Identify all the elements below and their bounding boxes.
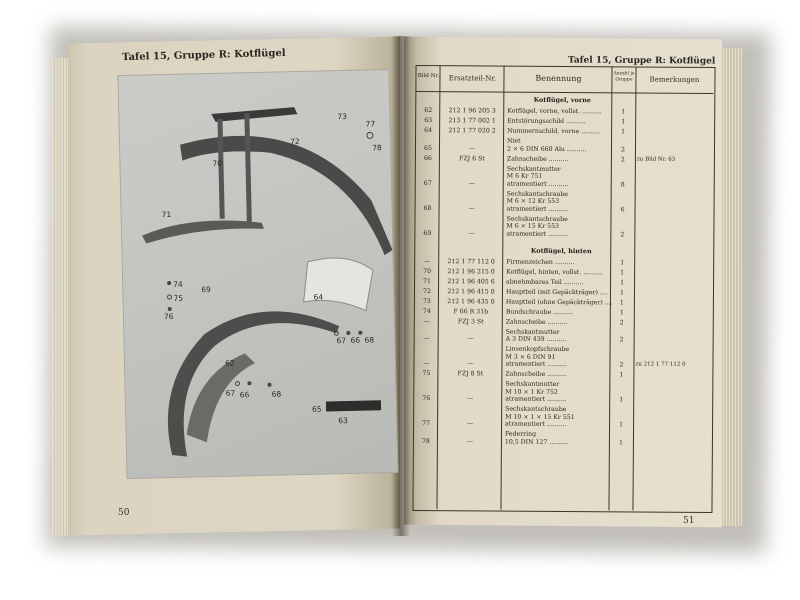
fender-strut-2 <box>244 113 251 223</box>
section-heading: Kotflügel, hinten <box>530 246 592 255</box>
cell-description: Sechskantmutter M 6 Kr 751 atramentiert .......... <box>506 165 569 188</box>
part-67-lower <box>235 381 239 385</box>
luggage-rack <box>211 107 297 122</box>
cell-quantity: 1 <box>619 308 624 316</box>
fender-strut <box>217 119 224 219</box>
cell-quantity: 1 <box>619 396 624 404</box>
cell-figure-number: 74 <box>422 307 431 315</box>
cell-description: abnehmbares Teil .......... <box>506 278 584 286</box>
cell-figure-number: 67 <box>423 179 432 187</box>
cell-description: Firmenzeichen .......... <box>506 258 575 266</box>
cell-figure-number: 68 <box>423 204 432 212</box>
number-plate <box>303 257 374 312</box>
cell-figure-number: 72 <box>423 287 431 295</box>
cell-part-number: FZJ 3 St <box>457 317 484 325</box>
cell-quantity: 6 <box>620 205 625 213</box>
cell-remarks: zu 212 1 77 112 0 <box>635 361 686 368</box>
part-75 <box>167 295 171 299</box>
cell-part-number: 212 1 96 405 6 <box>447 277 495 286</box>
cell-quantity: 2 <box>619 361 624 369</box>
fig-label-72: 72 <box>289 137 300 147</box>
right-page-number: 51 <box>683 516 695 526</box>
right-page-header: Tafel 15, Gruppe R: Kotflügel <box>567 55 716 67</box>
fig-label-77: 77 <box>365 119 376 129</box>
front-fender-main <box>180 132 393 259</box>
fig-label-66-lower: 66 <box>239 390 250 400</box>
col-header-name: Benennung <box>535 73 582 84</box>
cell-figure-number: 63 <box>424 117 433 125</box>
cell-quantity: 1 <box>620 278 625 286</box>
cell-remarks: zu Bild Nr. 63 <box>636 156 676 163</box>
cell-description: Zahnscheibe .......... <box>505 318 568 326</box>
cell-quantity: 2 <box>619 336 624 344</box>
fig-label-66-upper: 66 <box>350 335 361 345</box>
cell-figure-number: — <box>424 257 431 265</box>
cell-figure-number: 78 <box>421 437 430 445</box>
cell-description: Niet 2 × 6 DIN 660 Alu .......... <box>506 137 587 153</box>
cell-part-number: FZJ 6 St <box>459 154 485 162</box>
cell-part-number: — <box>468 229 475 237</box>
fig-label-78: 78 <box>372 143 382 153</box>
cell-part-number: 212 1 96 215 0 <box>447 267 495 276</box>
cell-figure-number: 62 <box>424 107 433 115</box>
left-page-header: Tafel 15, Gruppe R: Kotflügel <box>121 47 286 64</box>
cell-description: Kotflügel, vorne, vollst. .......... <box>507 107 602 116</box>
cell-description: Sechskantschraube M 6 × 12 Kr 553 atramentiert .......... <box>506 190 569 213</box>
fender-illustration <box>118 70 397 478</box>
cell-figure-number: 65 <box>424 144 432 152</box>
cell-part-number: 212 1 96 435 0 <box>447 297 495 306</box>
cell-quantity: 1 <box>621 108 626 116</box>
part-68-lower <box>267 383 271 387</box>
col-header-remarks: Bemerkungen <box>649 75 700 84</box>
cell-part-number: FZJ 8 St <box>457 370 484 378</box>
fig-label-75: 75 <box>173 293 184 303</box>
cell-quantity: 1 <box>621 128 626 136</box>
cell-part-number: 212 1 96 205 3 <box>448 107 496 115</box>
cell-description: Sechskantschraube M 6 × 15 Kr 553 atramentiert .......... <box>506 215 568 238</box>
parts-photo <box>117 69 398 479</box>
cell-quantity: 8 <box>620 180 625 188</box>
cell-quantity: 2 <box>619 318 624 326</box>
cell-figure-number: 73 <box>422 297 431 305</box>
cell-description: Sechskantmutter A 3 DIN 439 .......... <box>505 328 567 344</box>
fig-label-68-upper: 68 <box>364 335 375 345</box>
cell-part-number: — <box>467 335 474 343</box>
cell-description: Nummernschild, vorne .......... <box>507 127 601 136</box>
section-heading: Kotflügel, vorne <box>533 95 592 105</box>
cell-figure-number: 66 <box>423 154 432 162</box>
fig-label-74: 74 <box>173 279 183 289</box>
cell-part-number: — <box>468 204 475 212</box>
part-76 <box>168 307 172 311</box>
cell-figure-number: 70 <box>423 267 432 275</box>
interference-shield <box>326 400 381 411</box>
col-header-qty: Anzahl je Gruppe <box>613 71 635 83</box>
cell-description: Zahnscheibe .......... <box>505 370 567 379</box>
parts-table <box>412 65 715 513</box>
cell-part-number: 212 1 77 112 0 <box>447 257 495 266</box>
cell-description: Hauptteil (mit Gepäckträger) .... <box>505 288 608 296</box>
cell-description: Hauptteil (ohne Gepäckträger) .... <box>505 298 613 306</box>
fig-label-68-lower: 68 <box>271 389 282 399</box>
cell-figure-number: — <box>423 360 430 368</box>
cell-description: Sechskantschraube M 10 × 1 × 15 Kr 551 atramentiert .......... <box>505 405 575 429</box>
cell-part-number: 213 1 77 002 1 <box>448 117 496 125</box>
fig-label-65: 65 <box>311 404 322 414</box>
part-68-upper <box>358 331 362 335</box>
cell-quantity: 1 <box>619 288 624 296</box>
cell-part-number: — <box>466 437 474 445</box>
fig-label-70: 70 <box>212 158 223 169</box>
cell-quantity: 2 <box>620 145 625 153</box>
cell-figure-number: — <box>423 317 430 325</box>
fig-label-76: 76 <box>163 311 174 322</box>
part-74 <box>167 281 171 285</box>
fig-label-67-lower: 67 <box>225 388 236 398</box>
part-66-upper <box>346 331 350 335</box>
fig-label-63: 63 <box>338 415 348 426</box>
cell-part-number: — <box>468 144 476 152</box>
cell-quantity: 1 <box>620 268 625 276</box>
cell-part-number: — <box>468 179 475 187</box>
cell-description: Zahnscheibe .......... <box>506 155 569 163</box>
cell-description: Entstörungsschild .......... <box>507 117 586 126</box>
cell-figure-number: 76 <box>422 395 431 403</box>
cell-part-number: F 66 R 31b <box>453 307 489 315</box>
cell-figure-number: 71 <box>423 277 432 285</box>
cell-description: Bundschraube .......... <box>505 308 573 316</box>
cell-quantity: 1 <box>620 258 625 266</box>
cell-figure-number: 69 <box>423 229 432 237</box>
cell-description: Federring 10,5 DIN 127 .......... <box>504 430 569 446</box>
fig-label-69: 69 <box>201 285 211 295</box>
removable-section <box>142 220 264 244</box>
cell-figure-number: — <box>423 335 430 343</box>
col-header-nr: Bild-Nr. <box>417 72 440 80</box>
fig-label-64: 64 <box>313 292 324 302</box>
left-page-number: 50 <box>118 508 130 518</box>
cell-figure-number: 77 <box>422 420 431 428</box>
cell-part-number: — <box>467 395 474 403</box>
fig-label-73: 73 <box>337 111 348 122</box>
fig-label-67-upper: 67 <box>336 336 347 346</box>
fig-label-71: 71 <box>161 209 172 220</box>
cell-figure-number: 64 <box>424 127 433 135</box>
col-header-part-no: Ersatzteil-Nr. <box>448 74 497 83</box>
cell-figure-number: 75 <box>422 370 431 378</box>
cell-quantity: 1 <box>619 371 624 379</box>
cell-quantity: 2 <box>620 155 625 163</box>
cell-part-number: 212 1 96 415 0 <box>447 287 495 296</box>
cell-description: Kotflügel, hinten, vollst. .......... <box>506 268 603 276</box>
cell-part-number: — <box>466 420 474 428</box>
cell-quantity: 1 <box>619 298 624 306</box>
cell-quantity: 1 <box>618 438 623 446</box>
cell-part-number: — <box>467 360 474 368</box>
cell-description: Sechskantmutter M 10 × 1 Kr 752 atramentiert .......... <box>505 380 567 404</box>
cell-quantity: 1 <box>621 118 626 126</box>
fig-label-62: 62 <box>224 358 235 368</box>
cell-quantity: 1 <box>619 421 624 429</box>
cell-description: Linsenkopfschraube M 3 × 6 DIN 91 atramentiert .......... <box>505 345 570 369</box>
washer-78 <box>367 132 373 138</box>
part-66-lower <box>247 381 251 385</box>
cell-quantity: 2 <box>620 230 625 238</box>
cell-part-number: 212 1 77 020 2 <box>448 127 496 135</box>
